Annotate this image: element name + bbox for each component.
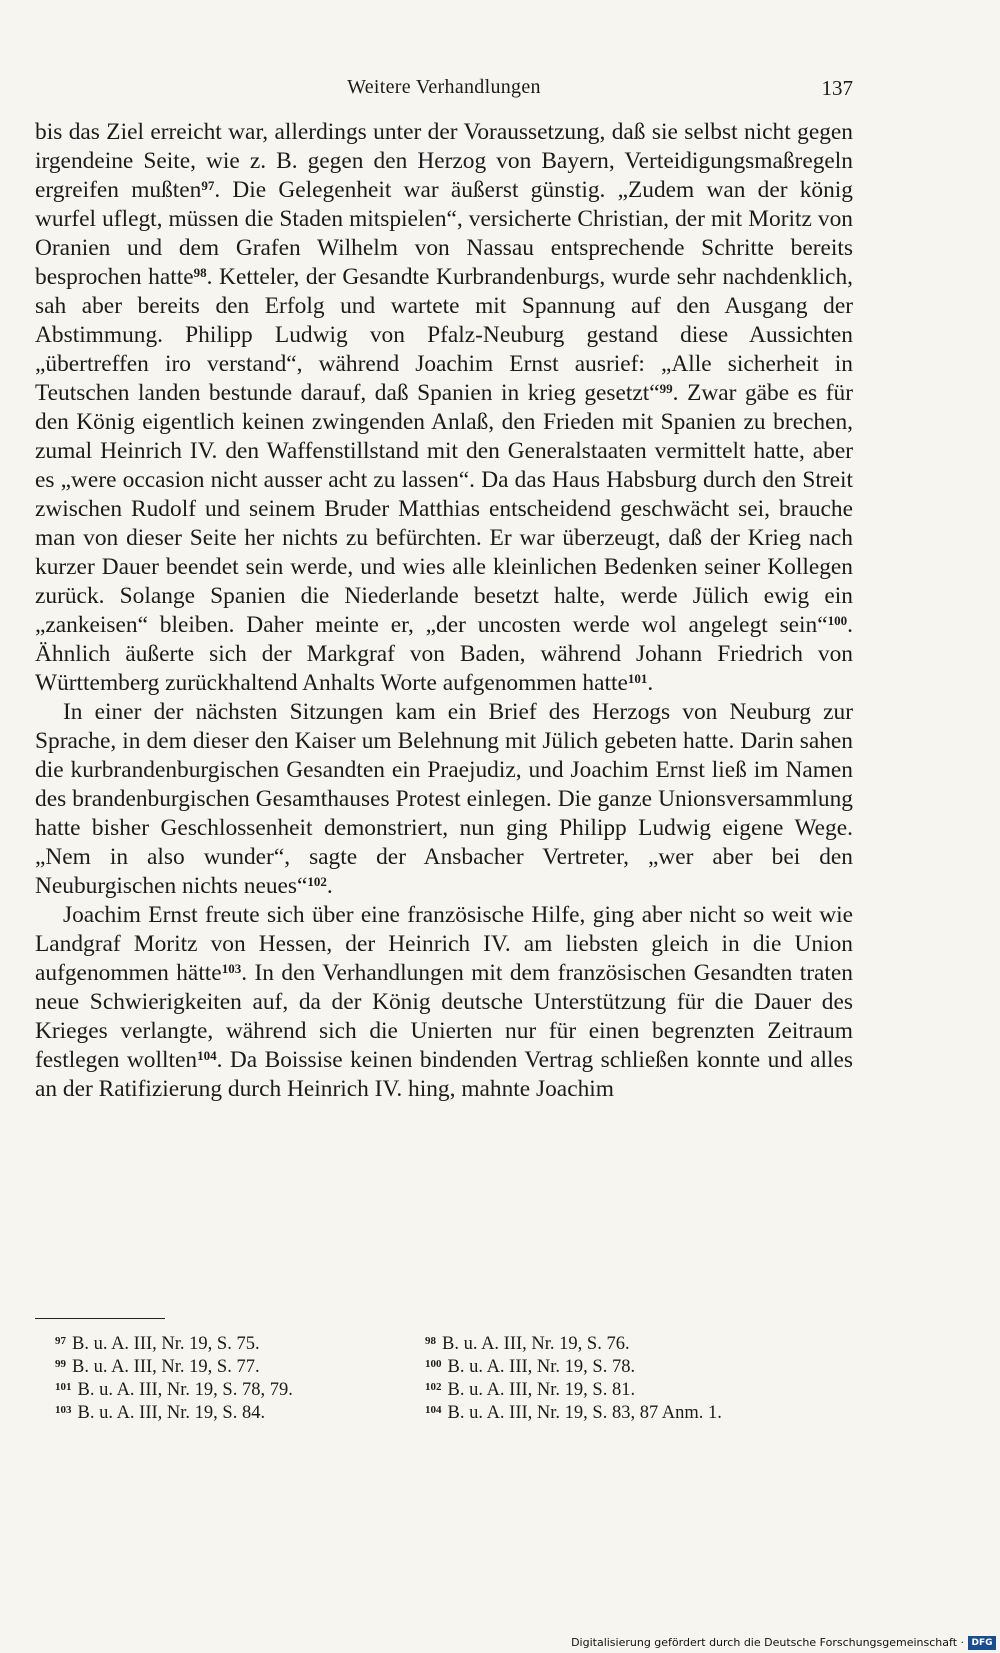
text-run: . Da Boissise keinen bindenden Vertrag schließen konnte und alles an der Ratifizierung durch Heinrich IV. hing, mahnte Joachim (35, 1047, 854, 1102)
digitization-footer (0, 1631, 1000, 1653)
text-run: . Zwar gäbe es für den König eigentlich keinen zwingenden Anlaß, den Frieden mit Spanien zu brechen, zumal Heinrich IV. den Waffenstillstand mit den Generalstaaten vermittelt hatte, aber es „were occasion nicht ausser acht zu lassen“. Da das Haus Habsburg durch den Streit zwischen Rudolf und seinem Bruder Matthias entscheidend geschwächt sei, brauche man von dieser Seite her nichts zu befürchten. Er war überzeugt, daß der Krieg nach kurzer Dauer beendet sein werde, und wies alle kleinlichen Bedenken seiner Kollegen zurück. Solange Spanien die Niederlande besetzt halte, werde Jülich ewig ein „zankeisen“ bleiben. Daher meinte er, „der uncosten werde wol angelegt sein“ (35, 380, 853, 638)
dfg-logo: DFG (968, 1636, 996, 1650)
footnote: $^{98}$ B. u. A. III, Nr. 19, S. 76. (425, 1334, 630, 1354)
footnote-reference: 103 (221, 961, 242, 976)
footnote-reference: 100 (827, 613, 848, 628)
footnote: $^{100}$ B. u. A. III, Nr. 19, S. 78. (425, 1357, 636, 1377)
body-text (35, 118, 853, 1104)
running-title: Weitere Verhandlungen (347, 76, 541, 98)
footnote-reference: 97 (201, 178, 215, 193)
paragraph-1 (35, 118, 853, 698)
footnote: $^{103}$ B. u. A. III, Nr. 19, S. 84. (55, 1403, 266, 1423)
paragraph-2 (35, 698, 853, 901)
footnote: $^{102}$ B. u. A. III, Nr. 19, S. 81. (425, 1380, 636, 1400)
footnote: $^{104}$ B. u. A. III, Nr. 19, S. 83, 87 Anm. 1. (425, 1403, 722, 1423)
footnote-reference: 101 (627, 671, 648, 686)
text-run: bis das Ziel erreicht war, allerdings unter der Voraussetzung, daß sie selbst nicht gegen irgendeine Seite, wie z. B. gegen den Herzog von Bayern, Verteidigungsmaßregeln ergreifen mußten (35, 119, 853, 203)
text-run: Joachim Ernst freute sich über eine französische Hilfe, ging aber nicht so weit wie Landgraf Moritz von Hessen, der Heinrich IV. am liebsten gleich in die Union aufgenommen hätte (35, 902, 853, 986)
footnote: $^{99}$ B. u. A. III, Nr. 19, S. 77. (55, 1357, 260, 1377)
footnote-separator (35, 1318, 165, 1319)
text-run: . Die Gelegenheit war äußerst günstig. „Zudem wan der könig wurfel uflegt, müssen die Staden mitspielen“, versicherte Christian, der mit Moritz von Oranien und dem Grafen Wilhelm von Nassau entsprechende Schritte bereits besprochen hatte (35, 177, 853, 290)
page-number: 137 (821, 76, 853, 100)
funding-credit: Digitalisierung gefördert durch die Deutsche Forschungsgemeinschaft · (571, 1636, 964, 1649)
footnote: $^{97}$ B. u. A. III, Nr. 19, S. 75. (55, 1334, 260, 1354)
running-header (35, 76, 853, 108)
text-run: In einer der nächsten Sitzungen kam ein Brief des Herzogs von Neuburg zur Sprache, in dem dieser den Kaiser um Belehnung mit Jülich gebeten hatte. Darin sahen die kurbrandenburgischen Gesandten ein Praejudiz, und Joachim Ernst ließ im Namen des brandenburgischen Gesamthauses Protest einlegen. Die ganze Unionsversammlung hatte bisher Geschlossenheit demonstriert, nun ging Philipp Ludwig eigene Wege. „Nem in also wunder“, sagte der Ansbacher Vertreter, „wer aber bei den Neuburgischen nichts neues“ (35, 699, 853, 899)
footnote-reference: 104 (197, 1048, 217, 1063)
text-run: . In den Verhandlungen mit dem französischen Gesandten traten neue Schwierigkeiten auf, da der König deutsche Unterstützung für die Dauer des Krieges verlangte, während sich die Unierten nur für einen begrenzten Zeitraum festlegen wollten (35, 960, 853, 1073)
footnote-reference: 99 (659, 381, 673, 396)
text-run: . Ähnlich äußerte sich der Markgraf von Baden, während Johann Friedrich von Württemberg zurückhaltend Anhalts Worte aufgenommen hatte (35, 612, 853, 696)
text-run: . (647, 670, 654, 696)
paragraph-3 (35, 901, 853, 1104)
footnote: $^{101}$ B. u. A. III, Nr. 19, S. 78, 79. (55, 1380, 293, 1400)
footnote-reference: 102 (307, 874, 327, 889)
footnote-reference: 98 (193, 265, 207, 280)
text-run: . (326, 873, 333, 899)
text-run: . Ketteler, der Gesandte Kurbrandenburgs, wurde sehr nachdenklich, sah aber bereits den Erfolg und wartete mit Spannung auf den Ausgang der Abstimmung. Philipp Ludwig von Pfalz-Neuburg gestand diese Aussichten „übertreffen iro verstand“, während Joachim Ernst ausrief: „Alle sicherheit in Teutschen landen bestunde darauf, daß Spanien in krieg gesetzt“ (35, 264, 853, 406)
